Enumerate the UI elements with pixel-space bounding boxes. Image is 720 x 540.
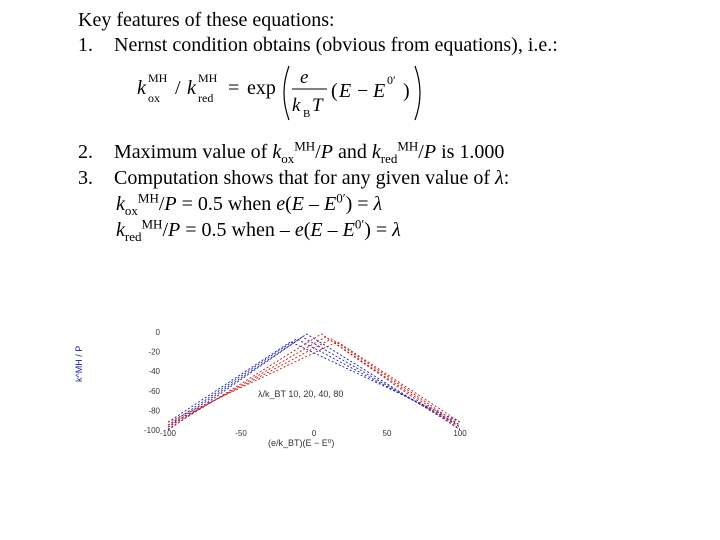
item-1-number: 1. xyxy=(78,34,93,56)
x-tick-label-1: -50 xyxy=(235,429,247,438)
eq-right-bracket xyxy=(415,66,420,120)
y-axis-label: k^MH / P xyxy=(74,345,84,382)
x-tick-label-0: -100 xyxy=(159,429,177,438)
series-line-2 xyxy=(168,339,460,425)
item-3-number: 3. xyxy=(78,167,93,189)
x-tick-label-3: 50 xyxy=(382,429,392,438)
eq-k-red: k xyxy=(187,77,196,99)
item-1-text: Nernst condition obtains (obvious from equations), i.e.: xyxy=(114,34,558,56)
chart-annotation: λ/k_BT 10, 20, 40, 80 xyxy=(258,389,344,399)
eq-e-var: E xyxy=(339,80,352,102)
item-1 xyxy=(78,33,558,57)
y-tick-label-0: 0 xyxy=(155,328,160,337)
item-3b: $k_{red}^{MH}/P = 0.5$ when – $e(E - E^{0'}) = \lambda$ xyxy=(116,216,401,244)
chart-series xyxy=(168,334,460,430)
x-tick-label-4: 100 xyxy=(453,429,467,438)
heading: Key features of these equations: xyxy=(78,9,335,31)
eq-denominator-k: k xyxy=(292,95,301,116)
eq-paren-open: ( xyxy=(331,80,338,102)
eq-minus: − xyxy=(357,80,369,102)
series-line-6 xyxy=(168,339,460,425)
chart-y-ticks xyxy=(144,328,161,435)
x-tick-label-2: 0 xyxy=(311,429,317,438)
y-tick-label-2: -40 xyxy=(148,367,160,377)
eq-mh-ox: MH xyxy=(148,71,168,85)
series-line-3 xyxy=(168,342,460,422)
chart-x-ticks xyxy=(160,429,467,438)
series-line-7 xyxy=(168,342,460,422)
chart-y-axis-label xyxy=(74,346,84,382)
eq-left-bracket xyxy=(284,66,289,120)
eq-denominator-t: T xyxy=(312,95,323,116)
y-tick-label-1: -20 xyxy=(148,347,160,357)
item-3a: $k_{ox}^{MH}/P = 0.5$ when $e(E - E^{0'}) = \lambda$ xyxy=(116,190,383,218)
x-axis-label: (e/k_BT)(E − E⁰) xyxy=(268,438,335,448)
eq-red-sub: red xyxy=(198,91,214,105)
eq-e0-var: E xyxy=(373,80,386,102)
eq-exp: exp xyxy=(247,77,276,99)
eq-paren-close: ) xyxy=(403,80,410,102)
y-tick-label-4: -80 xyxy=(148,406,160,416)
item-2-number: 2. xyxy=(78,141,93,163)
eq-mh-red: MH xyxy=(198,71,218,85)
series-line-1 xyxy=(168,337,460,427)
item-2: 2. Maximum value of $k_{ox}^{MH}/P$ and $k_{red}^{MH}/P$ is 1.000 xyxy=(78,138,505,166)
eq-equals: = xyxy=(228,77,240,99)
y-tick-label-5: -100 xyxy=(143,426,160,435)
nernst-equation xyxy=(135,62,435,124)
series-line-5 xyxy=(168,337,460,427)
eq-denominator-b: B xyxy=(303,108,311,120)
eq-e0-sup: 0′ xyxy=(387,73,396,87)
eq-k-ox: k xyxy=(137,77,146,99)
y-tick-label-3: -60 xyxy=(148,386,160,396)
eq-slash: / xyxy=(175,77,181,99)
item-3: 3. Computation shows that for any given value of λ: xyxy=(78,167,510,189)
marcus-rate-chart xyxy=(68,312,488,452)
eq-numerator: e xyxy=(300,67,309,88)
eq-ox-sub: ox xyxy=(148,91,160,105)
